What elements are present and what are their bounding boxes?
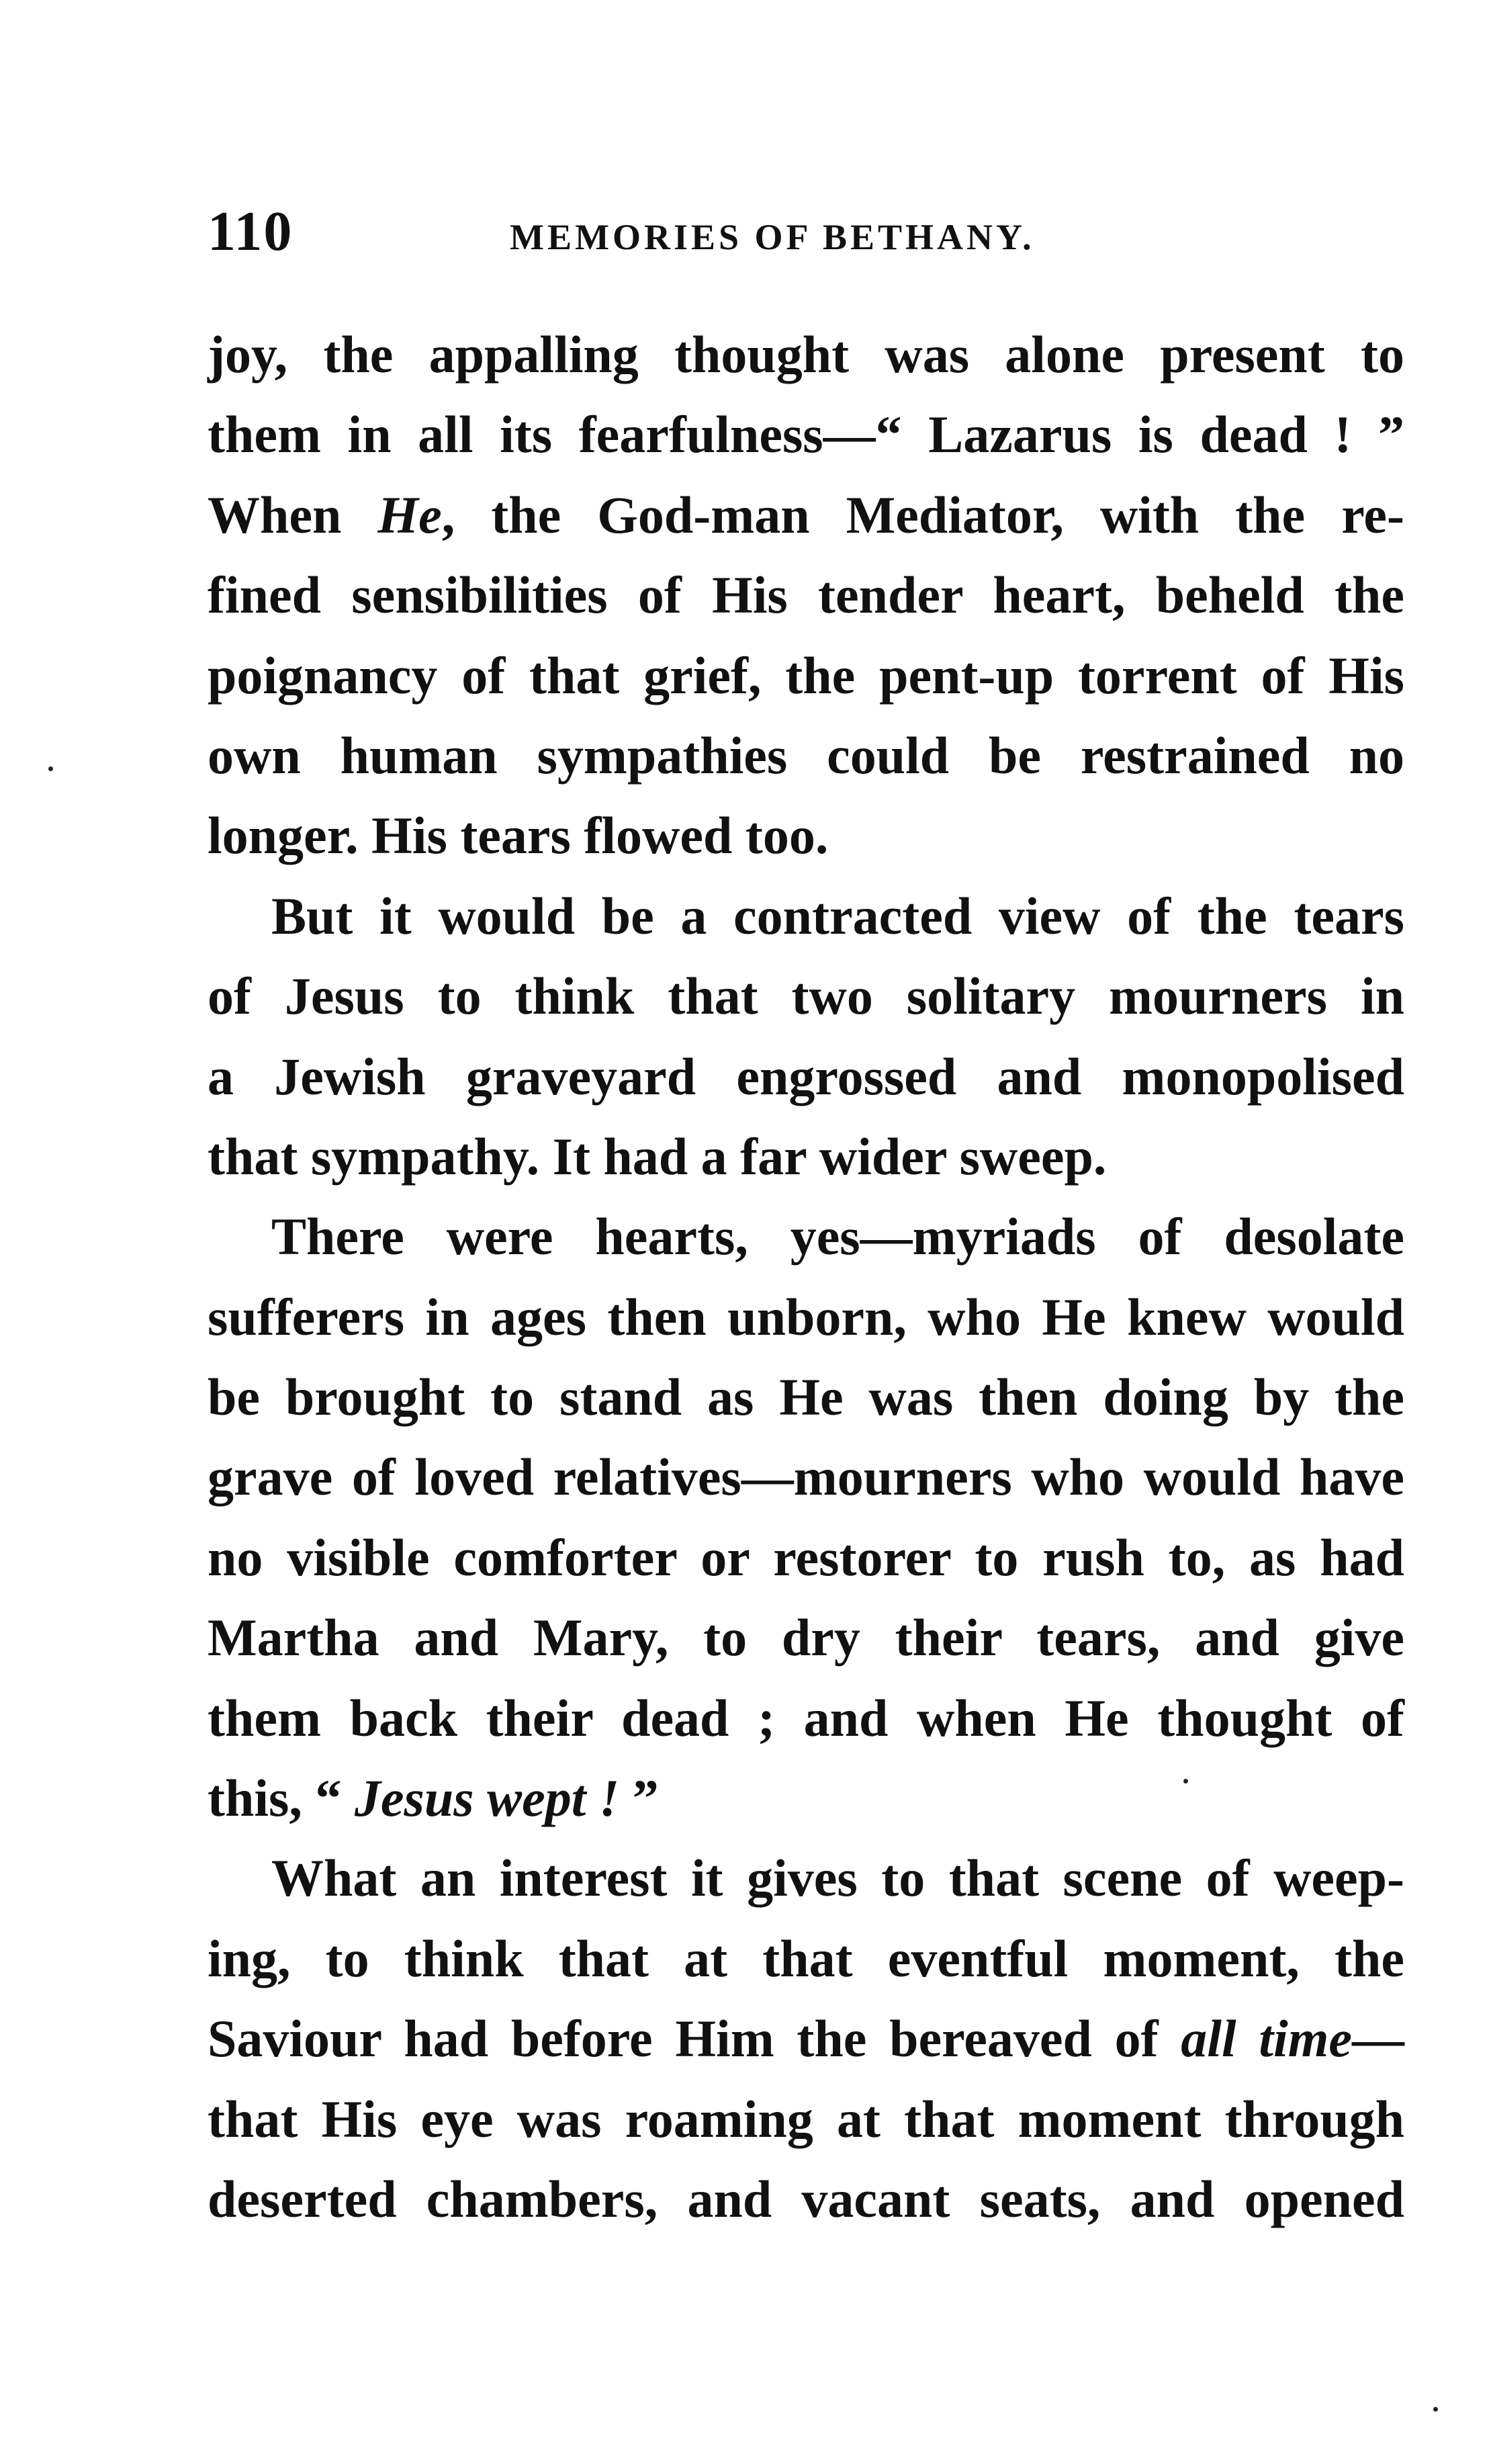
text-line: them back their dead ; and when He thought of [208,1688,1404,1747]
running-title: MEMORIES OF BETHANY. [510,217,1035,257]
page-header [208,198,1403,272]
text-line: There were hearts, yes—myriads of desolate [271,1207,1404,1266]
text-line [208,1758,1404,1838]
text-line: them in all its fearfulness—“ Lazarus is dead ! ” [208,405,1404,464]
text-line: be brought to stand as He was then doing by the [208,1368,1404,1427]
text-line: own human sympathies could be restrained no [208,725,1404,785]
text-line: deserted chambers, and vacant seats, and opened [208,2169,1404,2228]
italic-emphasis: He [377,485,442,544]
text-segment: ” [619,1769,659,1828]
text-line: longer. His tears flowed too. [208,806,829,865]
body-text [208,314,1404,2239]
page-number: 110 [208,200,293,263]
text-line: poignancy of that grief, the pent-up torrent of His [208,646,1404,705]
italic-emphasis: Jesus wept ! [354,1769,620,1828]
text-line: sufferers in ages then unborn, who He knew would [208,1287,1404,1346]
text-line: no visible comforter or restorer to rush to, as had [208,1528,1404,1587]
text-segment: — [1351,2009,1404,2068]
text-line: fined sensibilities of His tender heart, beheld the [208,566,1404,625]
text-segment: Saviour had before Him the bereaved of [208,2009,1181,2068]
text-line: of Jesus to think that two solitary mourners in [208,967,1404,1026]
text-line: grave of loved relatives—mourners who would have [208,1448,1404,1507]
text-line: Martha and Mary, to dry their tears, and give [208,1608,1404,1667]
paragraph [208,876,1404,1197]
paragraph [208,1196,1404,1838]
text-segment: , the God-man Mediator, with the re- [441,485,1404,544]
text-line [208,475,1404,555]
text-line: a Jewish graveyard engrossed and monopolised [208,1047,1404,1106]
paragraph [208,1838,1404,2239]
text-line: that His eye was roaming at that moment through [208,2089,1404,2148]
text-line [208,1998,1404,2078]
print-speck [1183,1779,1188,1784]
text-segment: this, “ [208,1769,355,1828]
italic-emphasis: all time [1181,2009,1352,2068]
text-line: ing, to think that at that eventful moment, the [208,1929,1404,1988]
text-segment: When [208,485,378,544]
text-line: But it would be a contracted view of the tears [271,886,1404,945]
text-line: that sympathy. It had a far wider sweep. [208,1127,1107,1186]
paragraph [208,314,1404,876]
print-speck [1433,2407,1438,2412]
text-line: What an interest it gives to that scene of weep- [271,1849,1404,1908]
print-speck [48,766,53,771]
text-line: joy, the appalling thought was alone present to [208,325,1404,384]
